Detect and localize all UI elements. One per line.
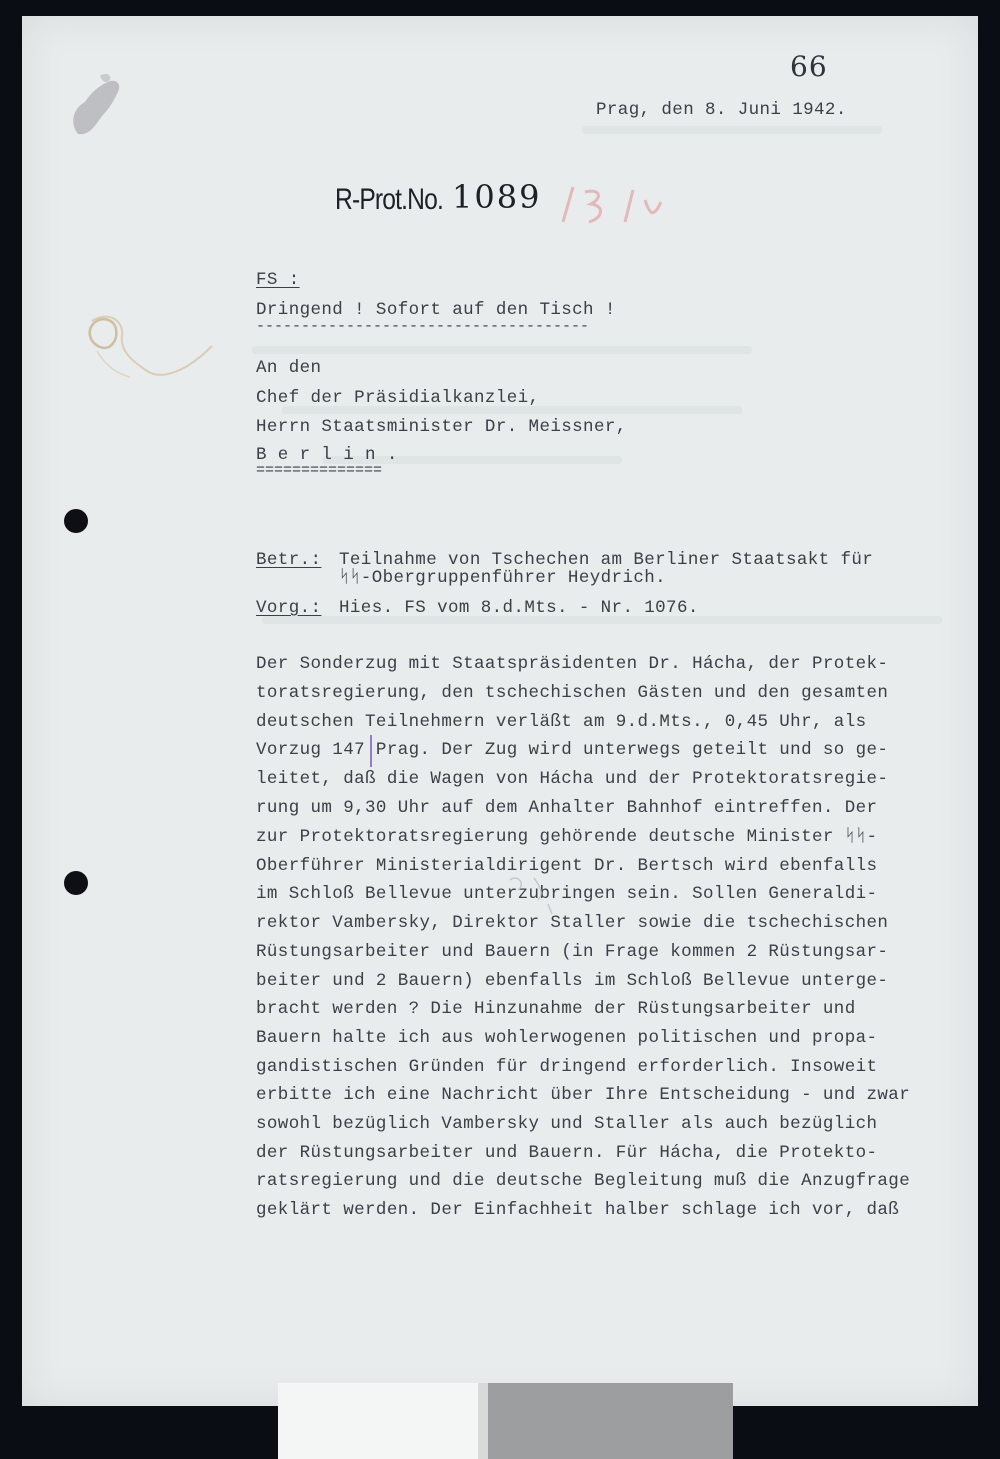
urgency-dashes: ------------------------------------- [256, 318, 590, 335]
fs-label: FS : [256, 270, 300, 290]
stain-mark-left [52, 301, 222, 411]
body-line: ratsregierung und die deutsche Begleitung muß die Anzugfrage [256, 1171, 911, 1191]
city-double-underline: ============== [256, 462, 383, 479]
calibration-white-patch [278, 1383, 478, 1459]
body-line: der Rüstungsarbeiter und Bauern. Für Hácha, die Protekto- [256, 1143, 878, 1163]
vorg-label: Vorg.: [256, 598, 322, 618]
body-line: sowohl bezüglich Vambersky und Staller als auch bezüglich [256, 1114, 878, 1134]
body-line: beiter und 2 Bauern) ebenfalls im Schloß Bellevue unterge- [256, 971, 889, 991]
body-line: deutschen Teilnehmern verläßt am 9.d.Mts., 0,45 Uhr, als [256, 712, 867, 732]
body-line: Der Sonderzug mit Staatspräsidenten Dr. Hácha, der Protek- [256, 654, 889, 674]
calibration-light-gray-patch [478, 1383, 488, 1459]
protocol-stamp-label: R-Prot.No. [335, 183, 443, 216]
handwritten-scribble [545, 182, 685, 227]
punch-hole-top [64, 509, 88, 533]
punch-hole-bottom [64, 871, 88, 895]
recipient-line-2: Chef der Präsidialkanzlei, [256, 388, 540, 408]
body-line: Vorzug 147 Prag. Der Zug wird unterwegs geteilt und so ge- [256, 740, 889, 760]
body-line: Oberführer Ministerialdirigent Dr. Bertsch wird ebenfalls [256, 856, 878, 876]
body-line: rung um 9,30 Uhr auf dem Anhalter Bahnhof eintreffen. Der [256, 798, 878, 818]
body-line: im Schloß Bellevue unterzubringen sein. Sollen Generaldi- [256, 884, 878, 904]
place-date: Prag, den 8. Juni 1942. [596, 100, 847, 120]
body-line: gandistischen Gründen für dringend erforderlich. Insoweit [256, 1057, 878, 1077]
body-line: bracht werden ? Die Hinzunahme der Rüstungsarbeiter und [256, 999, 856, 1019]
recipient-line-1: An den [256, 358, 322, 378]
document-page [22, 16, 978, 1406]
body-line: geklärt werden. Der Einfachheit halber schlage ich vor, daß [256, 1200, 900, 1220]
betr-line-1: Teilnahme von Tschechen am Berliner Staatsakt für [339, 550, 874, 570]
betr-line-2: ᛋᛋ-Obergruppenführer Heydrich. [339, 568, 667, 588]
body-line: zur Protektoratsregierung gehörende deutsche Minister ᛋᛋ- [256, 827, 878, 847]
page-number: 66 [790, 50, 828, 83]
body-line: leitet, daß die Wagen von Hácha und der Protektoratsregie- [256, 769, 889, 789]
stain-mark-top [50, 64, 140, 144]
body-line: Bauern halte ich aus wohlerwogenen politischen und propa- [256, 1028, 878, 1048]
vorg-text: Hies. FS vom 8.d.Mts. - Nr. 1076. [339, 598, 699, 618]
recipient-line-4: B e r l i n . [256, 445, 398, 465]
betr-label: Betr.: [256, 550, 322, 570]
body-line: Rüstungsarbeiter und Bauern (in Frage kommen 2 Rüstungsar- [256, 942, 889, 962]
urgency-line: Dringend ! Sofort auf den Tisch ! [256, 300, 616, 320]
scan-calibration-strip [278, 1383, 733, 1459]
faint-pencil-note [500, 870, 570, 920]
body-line: toratsregierung, den tschechischen Gästen und den gesamten [256, 683, 889, 703]
recipient-line-3: Herrn Staatsminister Dr. Meissner, [256, 417, 627, 437]
protocol-stamp-number: 1089 [452, 178, 542, 216]
calibration-gray-patch [488, 1383, 733, 1459]
pencil-correction-mark [366, 733, 376, 769]
body-line: erbitte ich eine Nachricht über Ihre Entscheidung - und zwar [256, 1085, 911, 1105]
body-line: rektor Vambersky, Direktor Staller sowie die tschechischen [256, 913, 889, 933]
